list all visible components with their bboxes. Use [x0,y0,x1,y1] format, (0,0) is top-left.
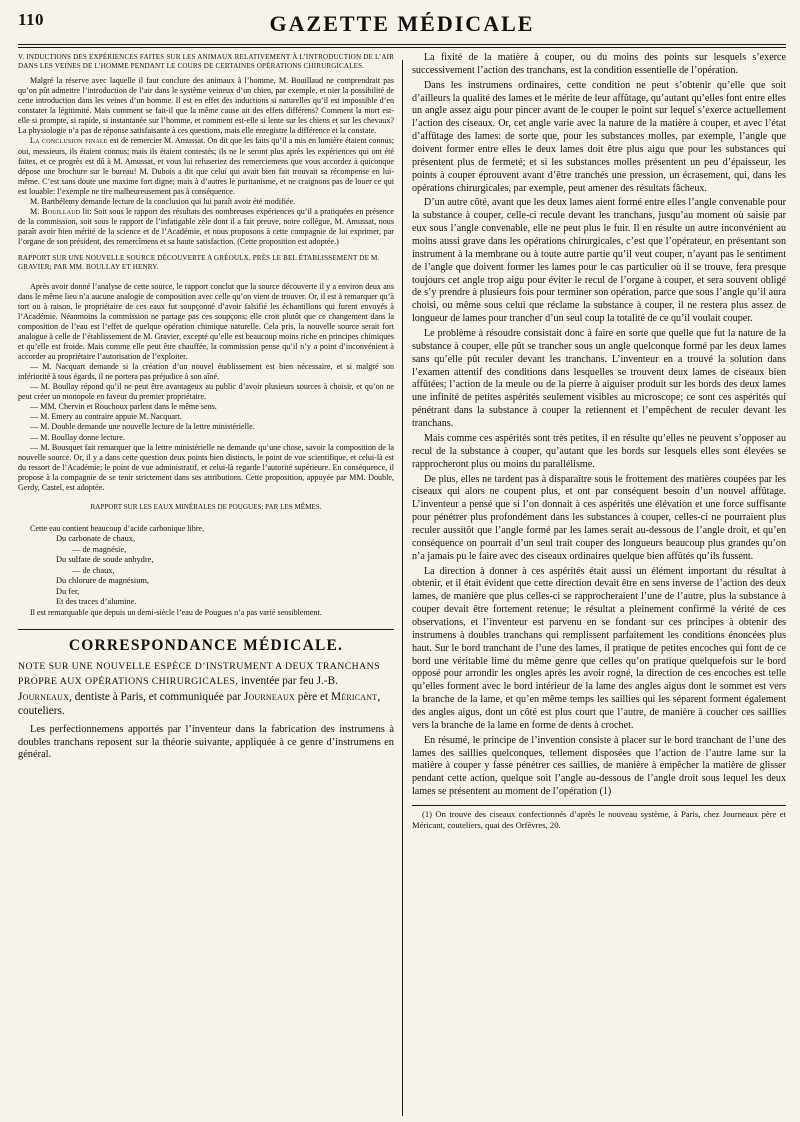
paragraph-lead: M. Bouillaud [30,206,81,216]
note-author: Journeaux [18,690,70,703]
pougues-report [18,524,394,618]
note-title [18,659,394,719]
paragraph: D’un autre côté, avant que les deux lames aient formé entre elles l’angle convenable pour la substance à couper, celle-ci recule devant les tranchans, jusqu’au moment où saisie par eux sous l’angle convenable, elle ne peut plus le fuir. Il en résulte un autre inconvénient au moins aussi grave dans les opérations chirurgicales, c’est que l’opérateur, en présentant son instrument à la membrane ou à toute autre partie qu’il veut couper, n’ayant pas le sentiment de l’angle que doivent former les lames pour le cas particulier où il se trouve, fera presque toujours cet angle trop aigu pour éviter le recul de l’organe à couper, et sera souvent obligé de s’y prendre à plusieurs fois pour terminer son opération, parce que sous l’angle qu’il aura choisi, ou même sous celui que réclame la substance à couper, il ne restera plus assez de longueur de lames pour trancher d’un seul coup la totalité de ce qu’il voulait couper. [412,197,786,325]
paragraph: La fixité de la matière à couper, ou du moins des points sur lesquels s’exerce successivement l’action des tranchans, est la condition essentielle de l’opération. [412,52,786,76]
chemical-list-item: — de chaux, [72,565,115,575]
chemical-list-item: Et des traces d’alumine. [56,597,137,607]
instrument-note [412,52,786,799]
chemical-list-item: — de magnésie, [72,544,127,554]
paragraph: Malgré la réserve avec laquelle il faut conclure des animaux à l’homme, M. Bouillaud ne comprendrait pas qu’on pût admettre l’introduction de l’air dans le système veineux d’un chien, par exemple, et nier la possibilité de cette introduction dans les veines d’un homme. Il est en effet des inductions si naturelles qu’il est impossible d’en constater la légitimité. Mais comment se fait-il que la même cause ait des effets différens? Comment la mort est-elle si prompte, si rapide, si instantanée sur l’homme, et comment est-elle si lente sur les chiens et sur les chevaux? La physiologie n’a pas de réponse satisfaisante à ces questions, mais elle enregistre la différence et la constate. [18,76,394,136]
paragraph-text: lit: Soit sous le rapport des résultats des nombreuses expériences qu’il a pratiquées en présence de la commission, soit sous le rapport de l’infatigable zèle dont il a fait preuve, notre collègue, M. Amussat, nous paraît avoir bien mérité de la science et de l’Académie, et nous proposons à cette compagnie de lui exprimer, par l’organe de son président, des remercîmens et sa haute satisfaction. (Cette proposition est adoptée.) [18,206,394,246]
paragraph: La direction à donner à ces aspérités était aussi un élément important du résultat à obtenir, et il était évident que cette direction devait être en sens inverse de l’action des deux lames, de manière que plus celles-ci se rapprocheraient l’une de l’autre, plus la substance à couper devait être fortement retenue; le résultat a pleinement confirmé la vérité de ces observations, et l’inventeur est parvenu en se fondant sur ces principes à obtenir des instrumens à doubles tranchans qui remplissent parfaitement les conditions énoncées plus haut. Sur le bord tranchant de l’une des lames, il pratique de petites encoches qui font de ce bord une véritable lime du même genre que celles qu’on pratique quelquefois sur le bord opposé pour arrondir les ongles après les avoir rogné, la direction de ces encoches est telle qu’elles forment avec le bord intérieur de la lame des angles aigus dont le sommet est vers la branche de la lame, et qu’en même temps les saillies qui les séparent forment également des angles aigus, dont un côté est plus court que l’autre, de manière à coucher ces saillies vers la branche de la lame en forme de dents à crochet. [412,565,786,731]
paragraph: M. Barthélemy demande lecture de la conclusion qui lui paraît avoir été modifiée. [30,196,296,206]
chemical-list-item: Du carbonate de chaux, [56,534,136,544]
chemical-list-item: Du chlorure de magnésium, [56,576,150,586]
paragraph: Les perfectionnemens apportés par l’inventeur dans la fabrication des instrumens à doubles tranchans reposent sur la théorie suivante, appliquée à ce genre d’instrumens en général. [18,724,394,761]
paragraph-lead: La conclusion finale [30,136,108,146]
note-title-text: père et [294,690,332,703]
section-divider [18,629,394,630]
chemical-list-item: Du fer, [56,586,80,596]
paragraph: Il est remarquable que depuis un demi-siècle l’eau de Pougues n’a pas varié sensiblement. [30,607,322,617]
paragraph: Mais comme ces aspérités sont très petites, il en résulte qu’elles ne peuvent s’opposer au recul de la substance à couper, qu’autant que les bords sur lesquels elles sont élevées se rapprocheront plus ou moins du parallélisme. [412,432,786,470]
footnote: (1) On trouve des ciseaux confectionnés d’après le nouveau système, à Paris, chez Journeaux père et Méricant, couteliers, quai des Orfèvres, 20. [412,808,786,830]
header-rule [18,47,786,48]
correspondance-heading: CORRESPONDANCE MÉDICALE. [68,636,344,654]
journal-title: GAZETTE MÉDICALE [269,11,535,36]
note-author: Journeaux [243,690,295,703]
paragraph-text: est de remercier M. Amussat. On dit que les faits qu’il a mis en lumière étaient connus; oui, messieurs, ils étaient connus; mais ils étaient contestés; ils ne le seront plus après les expériences qui ont été faites, et ce progrès est dû à M. Amussat, et vous lui refuseriez des remerciemens que vous accordez à quiconque dépose une brochure sur le bureau! M. Dubois a dit que celui qui avait bien fait trouvait sa récompense en lui-même. C’est sans doute une maxime fort digne; mais à d’autres le puritanisme, et ne craignons pas de louer ce qui est louable: l’exemple ne tire malheureusement pas à conséquence. [18,136,394,196]
page-header [18,4,786,45]
paragraph: Le problème à résoudre consistait donc à faire en sorte que quelle que fut la nature de la substance à couper, elle pût se trancher sous un angle quelconque formé par les deux lames sans qu’elle pût reculer devant les tranchans. L’inventeur en a trouvé la solution dans l’examen attentif des conditions dans lesquelles se trouvent deux lames de ciseaux bien affûtées; l’action de la meule ou de la pierre à aiguiser produit sur les bords des deux lames une infinité de petites aspérités seulement visibles au microscope; ce sont ces aspérités qui pénétrant dans la substance à couper la retiennent et l’empêchent de reculer devant les tranchans. [412,328,786,430]
paragraph: Cette eau contient beaucoup d’acide carbonique libre, [30,524,205,534]
right-column [403,52,786,1116]
paragraph: En résumé, le principe de l’invention consiste à placer sur le bord tranchant de l’une des lames des saillies quelconques, tellement disposées que l’action de l’autre lame sur la matière à couper y fasse pénétrer ces saillies, de manière à empêcher la matière de glisser pendant cette action, quelque soit l’angle au-dessous de l’angle droit sous lequel les deux lames se présentent au moment de l’opération (1) [412,734,786,798]
note-title-text: inventée par feu J.-B. [238,675,338,688]
paragraph: — M. Bousquet fait remarquer que la lettre ministérielle ne demande qu’une chose, savoir la composition de la nouvelle source. Or, il y a dans cette question deux points bien distincts, le point de vue scientifique, et celui-là est du ressort de l’Académie; le point de vue administratif, et celui-là regarde l’autorité supérieure. En conséquence, il propose à la compagnie de se tenir strictement dans ses attributions. Cette proposition, appuyée par MM. Double, Gerdy, Castel, est adoptée. [18,442,394,492]
paragraph: Dans les instrumens ordinaires, cette condition ne peut s’obtenir qu’elle que soit d’ailleurs la qualité des lames et le mérite de leur affûtage, qu’autant qu’elles font entre elles un angle assez aigu pour pincer avant de le couper le point sur lequel s’exerce actuellement l’action des ciseaux. Or, cet angle varie avec la nature de la matière à couper, et avec l’état d’affûtage des lames: de sorte que, pour les substances molles, par exemple, l’angle que doivent former entre elles le deux lames doit être plus aigu que pour les substances qui présentent plus de fermeté; et si les substances molles présentent un peu d’épaisseur, les points à couper éprouvent avant d’être tranchés une pression, un écrasement, qui, dans les opérations chirurgicales, par exemple, peut amener des résultats fâcheux. [412,79,786,194]
paragraph: Après avoir donné l’analyse de cette source, le rapport conclut que la source découverte il y a environ deux ans dans le même lieu n’a aucune analogie de composition avec celle qu’on vient de trouver. Or, il est à remarquer qu’à tort ou à raison, le propriétaire de ces eaux fut soupçonné d’avoir falsifié les échantillons qui furent envoyés à l’Académie. Néanmoins la commission ne partage pas ces soupçons; elle croit plutôt que ce changement dans la composition de l’eau est l’effet de quelque opération chimique naturelle. Cela pris, la nouvelle source serait fort analogue à celle de l’établissement de M. Gravier, excepté qu’elle est beaucoup moins riche en principes chimiques et qu’elle est froide. Mais comme elle peut être chauffée, la commission pense qu’il n’y a point d’inconvénient à accorder au propriétaire l’autorisation de l’exploiter. [18,281,394,362]
section-heading: V. INDUCTIONS DES EXPÉRIENCES FAITES SUR LES ANIMAUX RELATIVEMENT À L’INTRODUCTION DE L’AIR DANS LES VEINES DE L’HOMME PENDANT LE COURS DE CERTAINES OPÉRATIONS CHIRURGICALES. [18,53,394,71]
note-title-text: , dentiste à Paris, et communiquée par [69,690,244,703]
paragraph: — MM. Chervin et Rouchoux parlent dans le même sens. [30,402,217,412]
greoulx-report [18,282,394,493]
page-number: 110 [18,10,45,29]
note-title-text: , couteliers. [18,690,381,717]
paragraph [18,207,394,247]
paragraph: De plus, elles ne tardent pas à disparaître sous le frottement des matières coupées par les ciseaux qui alors ne coupent plus, et ont par conséquent besoin d’un nouvel affûtage. L’inventeur a pensé que si l’on donnait à ces aspérités une élévation et une force suffisante pour pénétrer plus profondément dans les substances à couper, celles-ci ne pourraient plus reculer aussitôt que l’angle formé par les lames serait au-dessous de l’angle droit, et qu’en conséquence on pourrait d’un seul trait couper des longueurs beaucoup plus grandes qu’on n’a jamais pu le faire avec des ciseaux ordinaires quelque bien affûtés qu’ils fussent. [412,473,786,562]
note-intro [18,724,394,761]
paragraph: — M. Boullay répond qu’il ne peut être avantageux au public d’avoir plusieurs sources à choisir, et qu’on ne peut créer un monopole en faveur du premier propriétaire. [18,382,394,402]
paragraph: — M. Nacquart demande si la création d’un nouvel établissement est bien nécessaire, et si malgré son infériorité à tous égards, il ne portera pas préjudice à son aîné. [18,362,394,382]
columns [18,52,786,1116]
paragraph: — M. Double demande une nouvelle lecture de la lettre ministérielle. [30,422,255,432]
academy-report [18,76,394,247]
note-title-caps: NOTE SUR UNE NOUVELLE ESPÈCE D’INSTRUMENT A DEUX TRANCHANS PROPRE AUX OPÉRATIONS CHIRURGICALES, [18,660,380,688]
chemical-list [44,534,394,608]
chemical-list-item: Du sulfate de soude anhydre, [56,555,154,565]
left-column [18,52,402,1116]
paragraph: — M. Emery au contraire appuie M. Nacquart. [30,412,182,422]
rapport-heading: RAPPORT SUR UNE NOUVELLE SOURCE DÉCOUVERTE A GRÉOULX, PRÈS LE BEL ÉTABLISSEMENT DE M. GRAVIER; PAR MM. BOULLAY ET HENRY. [18,253,380,272]
note-author: Méricant [331,690,378,703]
footnote-rule [412,805,786,806]
paragraph: — M. Boullay donne lecture. [30,432,125,442]
pougues-heading: RAPPORT SUR LES EAUX MINÉRALES DE POUGUES; PAR LES MÊMES. [90,502,322,511]
paragraph [18,136,394,196]
